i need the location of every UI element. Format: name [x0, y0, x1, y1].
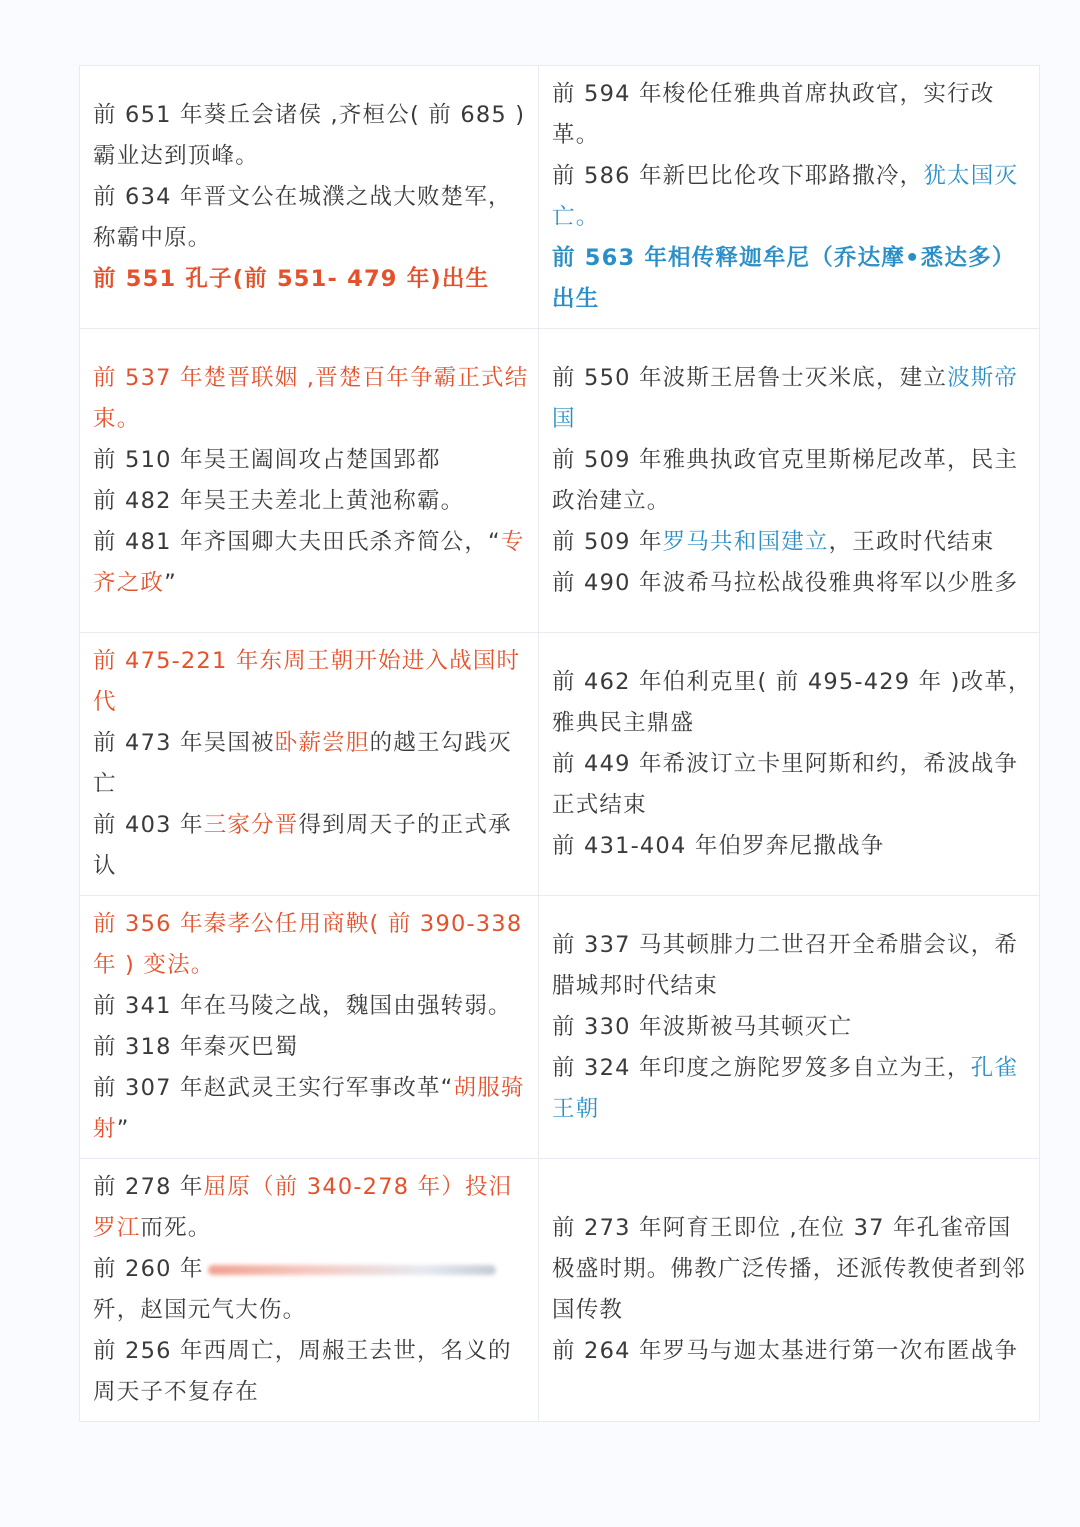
event-text: 前 551 孔子(前 551- 479 年)出生	[93, 265, 490, 292]
event-entry	[93, 522, 532, 604]
china-events-cell	[80, 66, 539, 329]
event-entry	[93, 805, 532, 887]
event-text: 前 634 年晋文公在城濮之战大败楚军，称霸中原。	[93, 183, 512, 251]
event-entry	[552, 925, 1033, 1007]
world-events-cell	[539, 66, 1040, 329]
event-text: 前 341 年在马陵之战，魏国由强转弱。	[93, 993, 512, 1019]
event-text: 前 337 马其顿腓力二世召开全希腊会议，希腊城邦时代结束	[552, 931, 1019, 999]
event-entry	[93, 259, 532, 300]
event-entry	[552, 1048, 1033, 1130]
event-text: 罗马共和国建立	[662, 528, 829, 555]
event-text: 前 256 年西周亡，周赧王去世，名义的周天子不复存在	[93, 1338, 512, 1405]
timeline-body	[80, 66, 1040, 1422]
world-events-cell	[539, 896, 1040, 1159]
event-entry	[93, 481, 532, 522]
timeline-row	[80, 66, 1040, 329]
history-timeline-table	[79, 65, 1040, 1422]
event-text: 屈原（前 340-278 年）投汨罗江	[93, 1174, 513, 1241]
event-entry	[552, 563, 1033, 604]
event-text: 前 550 年波斯王居鲁士灭米底，建立	[552, 364, 948, 391]
timeline-row	[80, 329, 1040, 633]
event-text: 前 594 年梭伦任雅典首席执政官，实行改革。	[552, 81, 995, 148]
event-text: 前 490 年波希马拉松战役雅典将军以少胜多	[552, 569, 1019, 596]
world-events-cell	[539, 633, 1040, 896]
event-text: 前 510 年吴王阖闾攻占楚国郢都	[93, 446, 441, 473]
event-entry	[93, 1068, 532, 1150]
event-entry	[93, 1331, 532, 1413]
event-entry	[93, 986, 532, 1027]
event-text: 前 509 年	[552, 528, 663, 555]
event-entry	[552, 522, 1033, 563]
event-text: ，王政时代结束	[828, 528, 995, 555]
timeline-row	[80, 1159, 1040, 1422]
event-entry	[93, 904, 532, 986]
event-entry	[93, 1167, 532, 1249]
event-entry	[93, 177, 532, 259]
event-text: 前 563 年相传释迦牟尼（乔达摩•悉达多）出生	[552, 245, 1016, 312]
event-text: 前 651 年葵丘会诸侯 ,齐桓公( 前 685 ) 霸业达到顶峰。	[93, 101, 526, 169]
china-events-cell	[80, 633, 539, 896]
event-text: 三家分晋	[203, 812, 299, 838]
event-text: 前 462 年伯利克里( 前 495-429 年 )改革，雅典民主鼎盛	[552, 668, 1032, 736]
event-entry	[93, 1249, 532, 1331]
event-text: ”	[164, 569, 177, 596]
world-events-cell	[539, 329, 1040, 633]
timeline-row	[80, 633, 1040, 896]
event-text: 前 307 年赵武灵王实行军事改革“	[93, 1075, 454, 1101]
event-entry	[552, 662, 1033, 744]
china-events-cell	[80, 896, 539, 1159]
event-entry	[93, 1027, 532, 1068]
event-entry	[552, 238, 1033, 320]
event-text: 得到周天子的正式承认	[93, 812, 512, 879]
event-entry	[93, 95, 532, 177]
event-text: ”	[116, 1116, 130, 1142]
event-text: 前 586 年新巴比伦攻下耶路撒冷，	[552, 163, 924, 189]
event-entry	[552, 826, 1033, 867]
event-text: 前 449 年希波订立卡里阿斯和约，希波战争正式结束	[552, 750, 1019, 818]
event-entry	[93, 440, 532, 481]
event-entry	[93, 723, 532, 805]
event-text: 前 482 年吴王夫差北上黄池称霸。	[93, 487, 465, 514]
event-text: 前 537 年楚晋联姻 ,晋楚百年争霸正式结束。	[93, 364, 529, 432]
event-text: 前 473 年吴国被	[93, 730, 275, 756]
event-text: 前 273 年阿育王即位 ,在位 37 年孔雀帝国极盛时期。佛教广泛传播，还派传教使者到邻国传教	[552, 1215, 1027, 1323]
event-text: 前 509 年雅典执政官克里斯梯尼改革，民主政治建立。	[552, 446, 1019, 514]
event-text: 前 475-221 年东周王朝开始进入战国时代	[93, 648, 521, 715]
event-entry	[552, 358, 1033, 440]
event-text: 专齐之政	[93, 528, 525, 596]
event-entry	[552, 1208, 1033, 1331]
event-entry	[93, 358, 532, 440]
event-text: 卧薪尝胆	[274, 730, 370, 756]
event-text: 的越王勾践灭亡	[93, 730, 512, 797]
event-text: 犹太国灭亡。	[552, 163, 1019, 230]
redacted-text	[208, 1265, 496, 1275]
event-text: 前 356 年秦孝公任用商鞅( 前 390-338 年 ) 变法。	[93, 911, 523, 978]
event-text: 前 481 年齐国卿大夫田氏杀齐简公，“	[93, 528, 501, 555]
event-entry	[552, 1007, 1033, 1048]
event-entry	[552, 744, 1033, 826]
china-events-cell	[80, 329, 539, 633]
event-text: 波斯帝国	[552, 364, 1019, 432]
event-entry	[93, 641, 532, 723]
event-entry	[552, 74, 1033, 156]
world-events-cell	[539, 1159, 1040, 1422]
event-text: 前 330 年波斯被马其顿灭亡	[552, 1013, 853, 1040]
event-text: 前 324 年印度之旃陀罗笈多自立为王，	[552, 1054, 971, 1081]
event-text: 而死。	[140, 1215, 212, 1241]
event-text: 前 403 年	[93, 812, 204, 838]
event-text: 前 318 年秦灭巴蜀	[93, 1034, 299, 1060]
event-text: 歼，赵国元气大伤。	[93, 1297, 307, 1323]
event-entry	[552, 1331, 1033, 1372]
event-text: 前 431-404 年伯罗奔尼撒战争	[552, 832, 885, 859]
event-text: 孔雀王朝	[552, 1054, 1019, 1122]
event-text: 前 264 年罗马与迦太基进行第一次布匿战争	[552, 1338, 1019, 1364]
event-entry	[552, 440, 1033, 522]
event-text: 胡服骑射	[93, 1075, 525, 1142]
event-entry	[552, 156, 1033, 238]
timeline-row	[80, 896, 1040, 1159]
event-text: 前 260 年	[93, 1256, 204, 1282]
event-text: 前 278 年	[93, 1174, 204, 1200]
china-events-cell	[80, 1159, 539, 1422]
